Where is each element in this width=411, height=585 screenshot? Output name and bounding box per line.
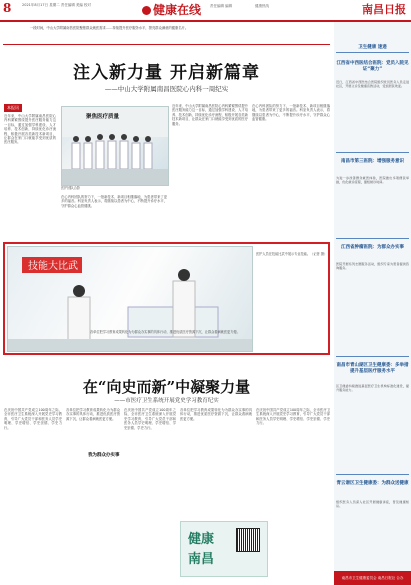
lead-divider bbox=[3, 44, 330, 45]
sidebar-rule bbox=[336, 52, 409, 53]
sidebar-rule bbox=[336, 474, 409, 475]
main-subhead: ——中山大学附属南昌医院心内科一周纪实 bbox=[104, 85, 229, 93]
feature-photo-caption-2: 各单位把学习教育成果转化为为群众办实事的具体行动，推进优质医疗资源下沉，让群众看病就医更方便。 bbox=[90, 330, 240, 334]
sidebar-item-title: 江西省中西医结合医院：党员入院见证“聚力” bbox=[336, 61, 409, 72]
sidebar-item-body: 医院开展系列志愿服务活动，组织专家为患者提供咨询服务。 bbox=[336, 262, 409, 270]
sidebar-item-title: 南昌市青山湖区卫生健康委：多举措提升基层医疗服务水平 bbox=[336, 363, 409, 374]
brand-line-1: 健康 bbox=[188, 532, 215, 547]
main-body-col4: 在心内科团队的努力下，一批新技术、新项目相继落地，为患者带来了更多的福音。科室负责人表示，将继续以患者为中心，不断提升诊疗水平，守护群众心血管健康。 bbox=[252, 104, 330, 122]
sidebar-item-body: 为进一步改善群众就医体验，医院推出多项便民举措，优化就诊流程，缩短候诊时间。 bbox=[336, 176, 409, 184]
column-heading: 聚焦医疗质量 bbox=[86, 114, 120, 120]
hotline: 健康热线 bbox=[255, 4, 269, 8]
main-headline: 注入新力量 开启新篇章 bbox=[73, 63, 260, 83]
sidebar-rule bbox=[336, 356, 409, 357]
sidebar-rule bbox=[336, 238, 409, 239]
feature-body-col5: 在庆祝中国共产党成立100周年之际，全市医疗卫生系统深入开展党史学习教育，引导广大党员干部和医务人员学史明理、学史增信、学史崇德、学史力行。 bbox=[256, 408, 330, 426]
main-body-col2: 在心内科团队的努力下，一批新技术、新项目相继落地，为患者带来了更多的福音。科室负责人表示，将继续以患者为中心，不断提升诊疗水平，守护群众心血管健康。 bbox=[61, 195, 167, 208]
sidebar-rule bbox=[336, 152, 409, 153]
heart-icon bbox=[142, 6, 151, 15]
feature-headline: 在“向史而新”中凝聚力量 bbox=[82, 378, 251, 396]
qr-code bbox=[236, 528, 260, 552]
sidebar-footer: 南昌市卫生健康委员会 南昌日报社 合办 bbox=[334, 571, 411, 585]
brand-line-2: 南昌 bbox=[188, 552, 215, 567]
feature-subsection: 我为群众办实事 bbox=[88, 453, 120, 458]
main-body-col3: 近年来，中山大学附属南昌医院心内科紧紧围绕提升医疗服务能力这一目标，通过加强学科建设、人才培养、技术创新，持续优化诊疗流程，积极开展各类新技术新项目，让群众在家门口就能享受到优质的医疗服务。 bbox=[172, 104, 248, 126]
lead-summary: 一段时间，中山大学附属南昌医院聚焦群众就医需求……持续提升医疗服务水平，擦亮群众满意的健康名片。 bbox=[30, 26, 189, 30]
sidebar-item-body: 区卫健委持续推进基层医疗卫生机构标准化建设，提升服务能力。 bbox=[336, 384, 409, 392]
feature-body-col3: 在庆祝中国共产党成立100周年之际，全市医疗卫生系统深入开展党史学习教育，引导广大党员干部和医务人员学史明理、学史增信、学史崇德、学史力行。 bbox=[124, 408, 176, 430]
sidebar-item-title: 青云谱区卫生健康委：为群众送健康 bbox=[336, 481, 409, 486]
skills-competition-photo bbox=[7, 246, 253, 352]
page-number: 8 bbox=[3, 1, 12, 15]
sidebar-item-body: 近日，江西省中西医结合医院组织党员医务人员走进社区，开展义诊及健康宣教活动，受到居民欢迎。 bbox=[336, 80, 409, 88]
sidebar-section-tag: 卫生健康 速递 bbox=[358, 45, 387, 50]
sidebar-item-title: 南昌市第三医院：增强服务意识 bbox=[341, 159, 404, 164]
newspaper-logo: 南昌日报 bbox=[362, 3, 406, 16]
section-title bbox=[140, 1, 201, 18]
issue-info: 2021年8月17日 星期二 责任编辑 美编 校对 bbox=[22, 3, 92, 7]
feature-body-col1: 在庆祝中国共产党成立100周年之际，全市医疗卫生系统深入开展党史学习教育，引导广大党员干部和医务人员学史明理、学史增信、学史崇德、学史力行。 bbox=[4, 408, 62, 430]
sidebar-item-title: 江西省肿瘤医院：为群众办实事 bbox=[341, 245, 404, 250]
competition-banner-text: 技能大比武 bbox=[28, 261, 78, 272]
feature-photo-caption: 医护人员在技能比武中展示专业技能。（记者 摄） bbox=[256, 252, 328, 256]
section-label: 健康在线 bbox=[153, 3, 202, 17]
team-photo-caption: 医护团队合影 bbox=[61, 186, 81, 190]
feature-body-col2: 各单位把学习教育成果转化为为群众办实事的具体行动，推进优质医疗资源下沉，让群众看病就医更方便。 bbox=[66, 408, 120, 421]
editor-credits: 责任编辑 编辑 bbox=[210, 4, 233, 8]
sidebar-item-body: 组织医务人员深入社区开展健康讲座，普及健康知识。 bbox=[336, 500, 409, 508]
feature-subhead: ——市医疗卫生系统开展党史学习教育纪实 bbox=[114, 398, 219, 404]
article-tag: 本报讯 bbox=[4, 104, 22, 112]
main-body-col1: 近年来，中山大学附属南昌医院心内科紧紧围绕提升医疗服务能力这一目标，通过加强学科建设、人才培养、技术创新，持续优化诊疗流程，积极开展各类新技术新项目，让群众在家门口就能享受到优质的医疗服务。 bbox=[4, 114, 56, 145]
feature-body-col4: 各单位把学习教育成果转化为为群众办实事的具体行动，推进优质医疗资源下沉，让群众看病就医更方便。 bbox=[180, 408, 252, 421]
competition-scene bbox=[8, 247, 252, 351]
